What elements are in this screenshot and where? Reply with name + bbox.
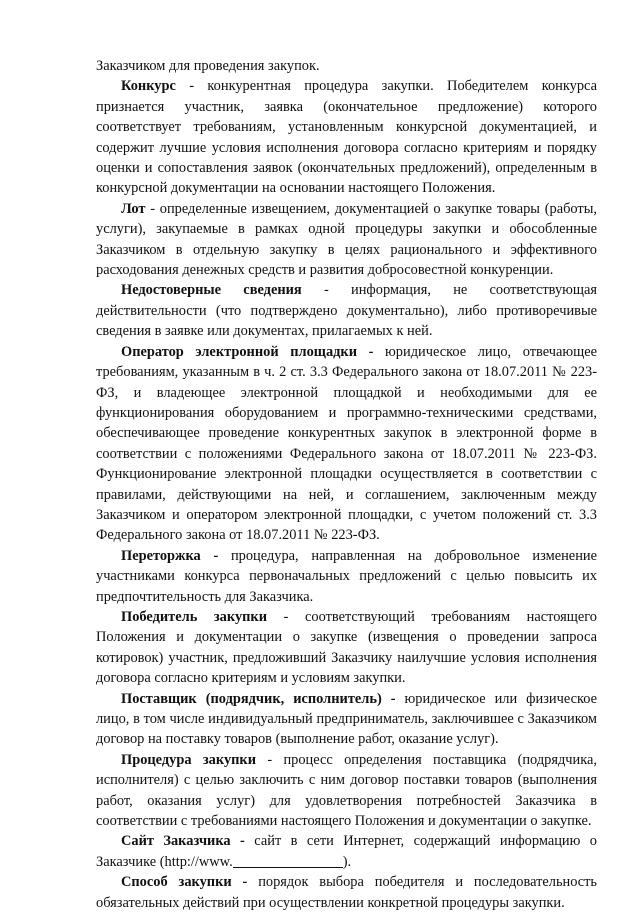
definition-text: - определенные извещением, документацией о закупке товары (работы, услуги), закупаемые в рамках одной процедуры закупки и обособленные Заказчиком в отдельную закупку в целях рационального и эффективного расходования денежных средств и развития добросовестной конкуренции. — [96, 200, 597, 279]
definition-sait-zakazchika — [96, 831, 597, 872]
definition-sposob-zakupki — [96, 872, 597, 913]
definition-text: - конкурентная процедура закупки. Победителем конкурса признается участник, заявка (окончательное предложение) которого соответствует требованиям, установленным конкурсной документацией, и содержит лучшие условия исполнения договора согласно критериям и порядку оценки и сопоставления заявок (окончательных предложений), определенным в конкурсной документации на основании настоящего Положения. — [96, 78, 597, 197]
definition-term: Победитель закупки — [121, 608, 268, 625]
definition-term: Процедура закупки — [121, 751, 257, 768]
definition-text: - соответствующий требованиям настоящего Положения и документации о закупке (извещения о проведении запроса котировок) участник, предложивший Заказчику наилучшие условия исполнения договора согласно критериям и условиям закупки. — [96, 608, 597, 687]
definition-text: юридическое лицо, отвечающее требованиям, указанным в ч. 2 ст. 3.3 Федерального закона от 18.07.2011 № 223-ФЗ, и владеющее электронной площадкой и необходимыми для ее функционирования оборудованием и программно-техническими средствами, обеспечивающее проведение конкурентных закупок в электронной форме в соответствии с положениями Федерального закона от 18.07.2011 № 223-ФЗ. Функционирование электронной площадки осуществляется в соответствии с правилами, действующими на ней, и соглашением, заключенным между Заказчиком и оператором электронной площадки, с учетом положений ст. 3.3 Федерального закона от 18.07.2011 № 223-ФЗ. — [96, 343, 598, 544]
definition-protsedura-zakupki — [96, 750, 597, 832]
definition-konkurs — [96, 76, 597, 198]
continuation-paragraph: Заказчиком для проведения закупок. — [96, 58, 320, 74]
document-page — [96, 56, 597, 913]
definition-nedostovernye-svedeniya — [96, 280, 597, 341]
definition-text: сайт в сети Интернет, содержащий информацию о Заказчике (http://www. — [96, 833, 597, 870]
definition-text: юридическое или физическое лицо, в том числе индивидуальный предприниматель, заключившее с Заказчиком договор на поставку товаров (выполнение работ, оказание услуг). — [96, 690, 597, 748]
definition-text: порядок выбора победителя и последовательность обязательных действий при осуществлении конкретной процедуры закупки. — [96, 874, 597, 911]
definition-text-after-blank: ). — [342, 853, 352, 870]
definition-term: Недостоверные сведения — [121, 282, 302, 299]
definition-pobeditel-zakupki — [96, 607, 597, 689]
definition-term: Конкурс — [121, 78, 176, 95]
definition-term: Лот — [121, 200, 146, 217]
definition-text: - процесс определения поставщика (подрядчика, исполнителя) с целью заключить с ним договор поставки товаров (выполнения работ, оказания услуг) для удовлетворения потребностей Заказчика в соответствии с требованиями настоящего Положения и документации о закупке. — [96, 751, 597, 830]
definition-text: процедура, направленная на добровольное изменение участниками конкурса первоначальных предложений с целью повысить их предпочтительность для Заказчика. — [96, 547, 597, 605]
definition-term: Переторжка - — [121, 547, 219, 564]
url-blank-line — [233, 853, 343, 868]
definition-peretorzhka — [96, 546, 597, 607]
definition-term: Сайт Заказчика - — [121, 833, 245, 850]
definition-term: Оператор электронной площадки - — [121, 343, 374, 360]
definition-postavshchik — [96, 689, 597, 750]
definition-operator-ep — [96, 342, 597, 546]
definition-text: - информация, не соответствующая действительности (что подтверждено документально), либо противоречивые сведения в заявке или документах, прилагаемых к ней. — [96, 282, 597, 340]
definition-term: Способ закупки - — [121, 874, 248, 891]
definition-term: Поставщик (подрядчик, исполнитель) - — [121, 690, 396, 707]
definition-lot — [96, 199, 597, 281]
